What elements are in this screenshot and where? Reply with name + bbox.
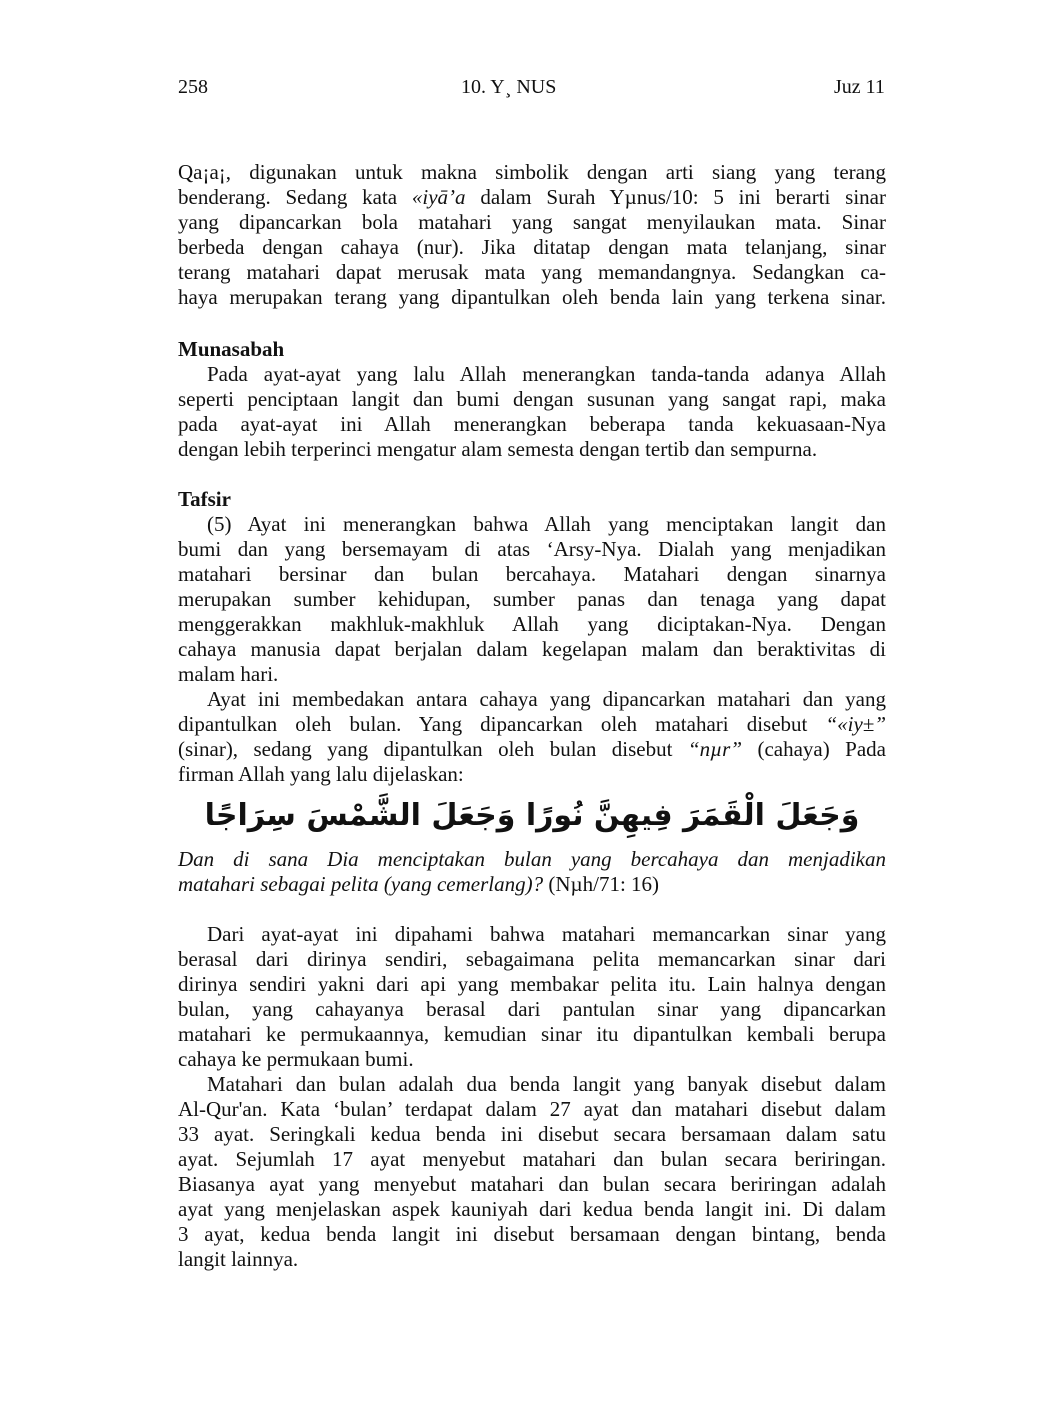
text-line: merupakan sumber kehidupan, sumber panas dan tenaga yang dapat bbox=[178, 587, 886, 611]
text-line: matahari ke permukaannya, kemudian sinar itu dipantulkan kembali berupa bbox=[178, 1022, 886, 1046]
page-number: 258 bbox=[178, 76, 208, 98]
text-line: berbeda dengan cahaya (nur). Jika ditatap dengan mata telanjang, sinar bbox=[178, 235, 886, 259]
text-line: pada ayat-ayat ini Allah menerangkan beberapa tanda kekuasaan-Nya bbox=[178, 412, 886, 436]
section-heading: Munasabah bbox=[178, 337, 285, 361]
text-line: cahaya manusia dapat berjalan dalam kegelapan malam dan beraktivitas di bbox=[178, 637, 886, 661]
juz-label: Juz 11 bbox=[834, 76, 885, 98]
text-line: berasal dari dirinya sendiri, sebagaimana pelita memancarkan sinar dari bbox=[178, 947, 886, 971]
text-line: Al-Qur'an. Kata ‘bulan’ terdapat dalam 27 ayat dan matahari disebut dalam bbox=[178, 1097, 886, 1121]
text-line: seperti penciptaan langit dan bumi dengan susunan yang sangat rapi, maka bbox=[178, 387, 886, 411]
text-line: dirinya sendiri yakni dari api yang membakar pelita itu. Lain halnya dengan bbox=[178, 972, 886, 996]
text-line: Matahari dan bulan adalah dua benda langit yang banyak disebut dalam bbox=[207, 1072, 886, 1096]
section-tafsir bbox=[178, 487, 886, 787]
text-line: dengan lebih terperinci mengatur alam semesta dengan tertib dan sempurna. bbox=[178, 437, 818, 461]
text-line: Pada ayat-ayat yang lalu Allah menerangkan tanda-tanda adanya Allah bbox=[207, 362, 886, 386]
text-line: matahari bersinar dan bulan bercahaya. Matahari dengan sinarnya bbox=[178, 562, 886, 586]
text-line: menggerakkan makhluk-makhluk Allah yang diciptakan-Nya. Dengan bbox=[178, 612, 886, 636]
text-line: malam hari. bbox=[178, 662, 279, 686]
text-line: terang matahari dapat merusak mata yang memandangnya. Sedangkan ca- bbox=[178, 260, 886, 284]
text-line: (sinar), sedang yang dipantulkan oleh bulan disebut “nµr” (cahaya) Pada bbox=[178, 737, 887, 761]
text-line: (5) Ayat ini menerangkan bahwa Allah yang menciptakan langit dan bbox=[207, 512, 886, 536]
text-line: cahaya ke permukaan bumi. bbox=[178, 1047, 414, 1071]
running-title: 10. Y¸ NUS bbox=[461, 76, 557, 98]
section-heading: Tafsir bbox=[178, 487, 231, 511]
text-line: bumi dan yang bersemayam di atas ‘Arsy-Nya. Dialah yang menjadikan bbox=[178, 537, 886, 561]
text-line: ayat yang menjelaskan aspek kauniyah dari kedua benda langit ini. Di dalam bbox=[178, 1197, 886, 1221]
section-munasabah bbox=[178, 337, 886, 462]
verse-reference: (Nµh/71: 16) bbox=[543, 872, 660, 896]
text-line: 33 ayat. Seringkali kedua benda ini disebut secara bersamaan dalam satu bbox=[178, 1122, 886, 1146]
text-line: Dan di sana Dia menciptakan bulan yang bercahaya dan menjadikan bbox=[178, 847, 886, 871]
text-line: dipantulkan oleh bulan. Yang dipancarkan oleh matahari disebut “«iy±” bbox=[178, 712, 886, 736]
text-line: yang dipancarkan bola matahari yang sangat menyilaukan mata. Sinar bbox=[178, 210, 886, 234]
text-line: Qa¡a¡, digunakan untuk makna simbolik dengan arti siang yang terang bbox=[178, 160, 886, 184]
text-line: langit lainnya. bbox=[178, 1247, 299, 1271]
text-line: Dari ayat-ayat ini dipahami bahwa matahari memancarkan sinar yang bbox=[207, 922, 886, 946]
text-line: matahari sebagai pelita (yang cemerlang)? (Nµh/71: 16) bbox=[178, 872, 660, 896]
text-line: ayat. Sejumlah 17 ayat menyebut matahari dan bulan secara beriringan. bbox=[178, 1147, 886, 1171]
text-line: Ayat ini membedakan antara cahaya yang dipancarkan matahari dan yang bbox=[207, 687, 886, 711]
text-line: firman Allah yang lalu dijelaskan: bbox=[178, 762, 464, 786]
quran-verse-arabic: وَجَعَلَ الْقَمَرَ فِيهِنَّ نُورًا وَجَعَلَ الشَّمْسَ سِرَاجًا bbox=[204, 798, 860, 833]
paragraph-body bbox=[178, 922, 886, 1272]
text-line: 3 ayat, kedua benda langit ini disebut bersamaan dengan bintang, benda bbox=[178, 1222, 886, 1246]
paragraph-intro bbox=[178, 160, 886, 310]
text-line: Biasanya ayat yang menyebut matahari dan bulan secara beriringan adalah bbox=[178, 1172, 886, 1196]
text-line: bulan, yang cahayanya berasal dari pantulan sinar yang dipancarkan bbox=[178, 997, 886, 1021]
text-line: haya merupakan terang yang dipantulkan oleh benda lain yang terkena sinar. bbox=[178, 285, 886, 309]
text-line: benderang. Sedang kata «iyā’a dalam Surah Yµnus/10: 5 ini berarti sinar bbox=[178, 185, 886, 209]
verse-translation bbox=[178, 847, 886, 897]
